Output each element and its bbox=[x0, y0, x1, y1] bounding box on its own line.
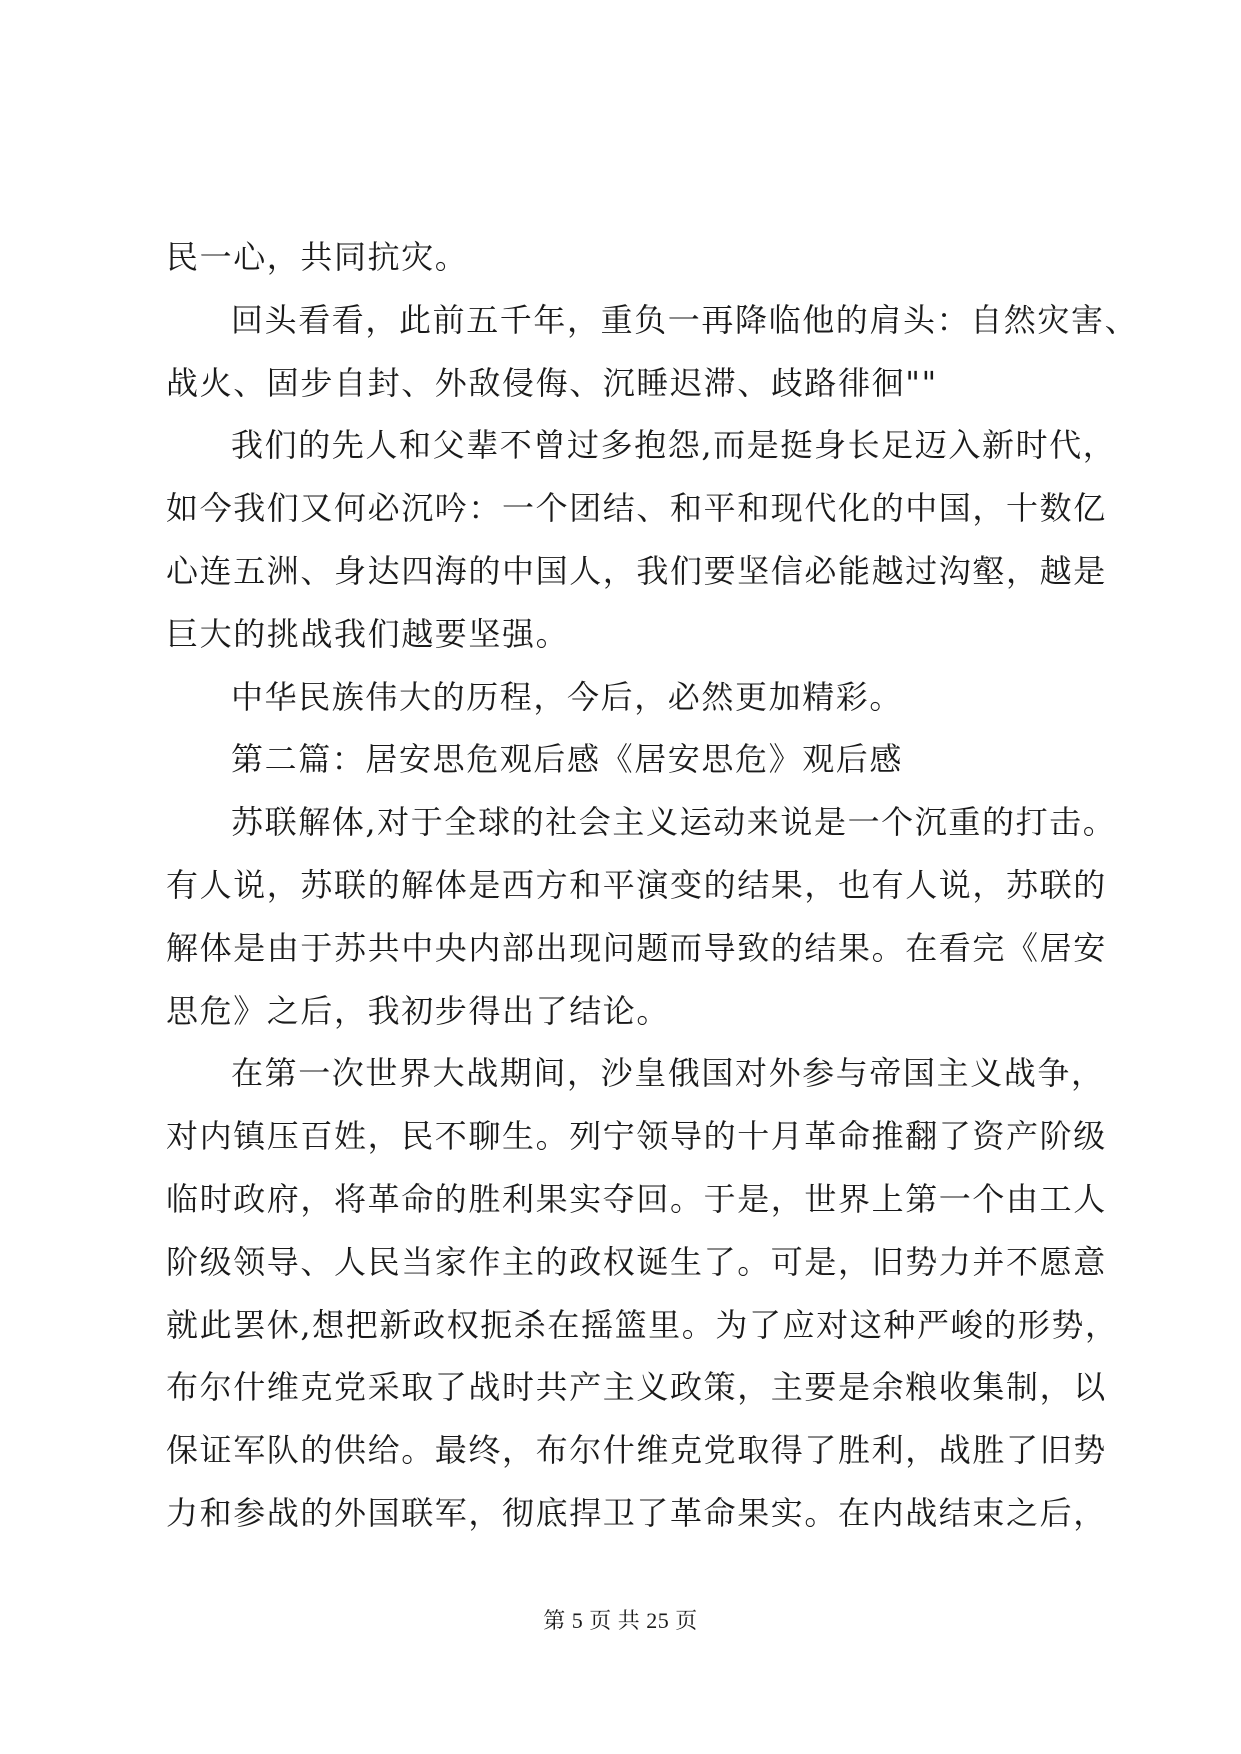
text-line: 就此罢休,想把新政权扼杀在摇篮里。为了应对这种严峻的形势， bbox=[166, 1305, 1119, 1344]
page-number-footer: 第 5 页 共 25 页 bbox=[543, 1608, 698, 1633]
text-line: 巨大的挑战我们越要坚强。 bbox=[166, 614, 570, 653]
body-text bbox=[166, 226, 1139, 1545]
text-line: 保证军队的供给。最终，布尔什维克党取得了胜利，战胜了旧势 bbox=[166, 1431, 1107, 1470]
text-line: 思危》之后，我初步得出了结论。 bbox=[166, 991, 671, 1030]
text-line: 布尔什维克党采取了战时共产主义政策，主要是余粮收集制，以 bbox=[166, 1368, 1107, 1407]
text-line: 苏联解体,对于全球的社会主义运动来说是一个沉重的打击。 bbox=[231, 803, 1117, 842]
text-line: 民一心，共同抗灾。 bbox=[166, 238, 469, 276]
text-line: 对内镇压百姓，民不聊生。列宁领导的十月革命推翻了资产阶级 bbox=[166, 1117, 1107, 1156]
text-line: 回头看看，此前五千年，重负一再降临他的肩头：自然灾害、 bbox=[231, 300, 1139, 339]
text-line: 中华民族伟大的历程，今后，必然更加精彩。 bbox=[231, 677, 904, 716]
text-line: 我们的先人和父辈不曾过多抱怨,而是挺身长足迈入新时代， bbox=[231, 426, 1117, 465]
text-line: 阶级领导、人民当家作主的政权诞生了。可是，旧势力并不愿意 bbox=[166, 1242, 1107, 1281]
text-line: 力和参战的外国联军，彻底捍卫了革命果实。在内战结束之后， bbox=[166, 1493, 1107, 1532]
text-line: 解体是由于苏共中央内部出现问题而导致的结果。在看完《居安 bbox=[166, 928, 1107, 967]
text-line: 临时政府，将革命的胜利果实夺回。于是，世界上第一个由工人 bbox=[166, 1179, 1107, 1218]
text-line: 战火、固步自封、外敌侵侮、沉睡迟滞、歧路徘徊"" bbox=[166, 363, 938, 402]
text-line: 在第一次世界大战期间，沙皇俄国对外参与帝国主义战争， bbox=[231, 1054, 1105, 1093]
text-line: 有人说，苏联的解体是西方和平演变的结果，也有人说，苏联的 bbox=[166, 865, 1107, 904]
section-heading: 第二篇：居安思危观后感《居安思危》观后感 bbox=[231, 740, 904, 779]
text-line: 如今我们又何必沉吟：一个团结、和平和现代化的中国，十数亿 bbox=[166, 489, 1107, 528]
text-line: 心连五洲、身达四海的中国人，我们要坚信必能越过沟壑，越是 bbox=[166, 551, 1107, 590]
